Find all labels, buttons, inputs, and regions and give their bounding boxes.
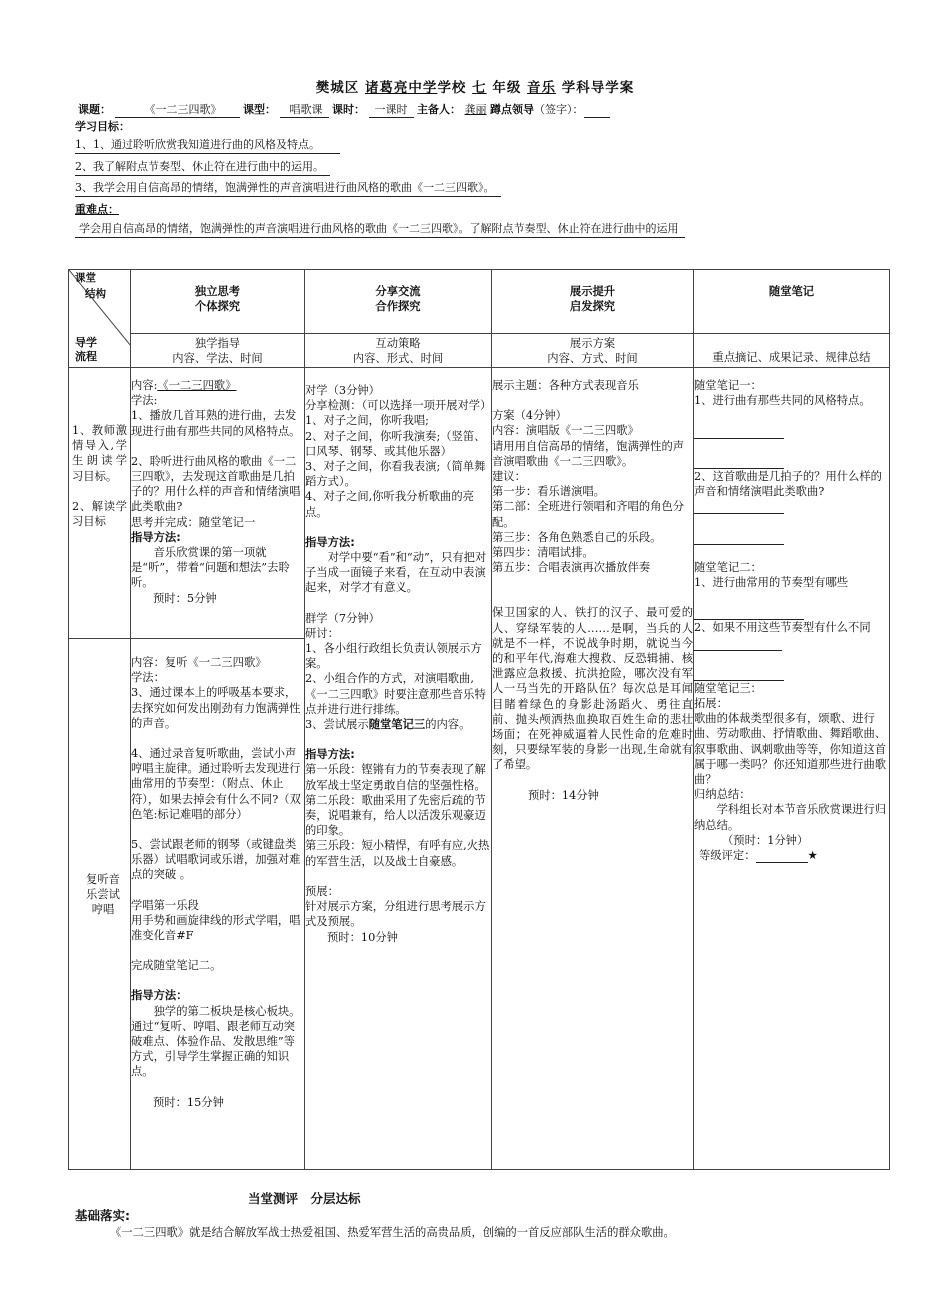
star-icon: ★	[807, 849, 818, 863]
corner-bottom: 导学 流程	[75, 336, 97, 363]
objective-2: 2、我了解附点节奏型、休止符在进行曲中的运用。	[75, 159, 330, 176]
header-col4: 随堂笔记	[694, 270, 890, 334]
col2-cooperate: 对学（3分钟） 分享检测：（可以选择一项开展对学） 1、对子之间，你听我唱; 2、对子之间，你听我演奏;（竖笛、口风琴、钢琴、或其他乐器） 3、对子之间，你看我表演;（简单舞蹈方式）。 4、对子之间,你听我分析歌曲的亮点。 指导方法: 对学中要“看”和“动”，只有把对子当成一面镜子来看，在互动中表演起来，对学才有意义。 群学（7分钟） 研讨： 1、各小组行政组长负责认领展示方案。 2、小组合作的方式，对演唱歌曲,《一二三四歌》时要注意那些音乐特点并进行进行排练。 3、尝试展示随堂笔记三的内容。 指导方法: 第一乐段：铿锵有力的节奏表现了解放军战士坚定勇敢自信的坚强性格。 第二乐段：歌曲采用了先密后疏的节奏，说唱兼有，给人以活泼乐观豪迈的印象。 第三乐段：短小精悍，有呼有应,火热的军营生活，以及战士自豪感。 预展： 针对展示方案，分组进行思考展示方式及预展。 预时：10分钟	[305, 368, 492, 1170]
type-label: 课型：	[243, 103, 276, 116]
objective-1: 1、1、通过聆听欣赏我知道进行曲的风格及特点。	[75, 137, 340, 154]
district: 樊城区	[315, 80, 360, 96]
basic-text: 《一二三四歌》就是结合解放军战士热爱祖国、热爱军营生活的高贵品质，创编的一首反应部队生活的群众歌曲。	[110, 1226, 675, 1239]
table-corner	[69, 270, 131, 368]
page-title	[0, 76, 950, 96]
answer-blank-4	[694, 532, 784, 545]
keypoints-text: 学会用自信高昂的情绪，饱满弹性的声音演唱进行曲风格的歌曲《一二三四歌》。了解附点节奏型、休止符在进行曲中的运用	[75, 221, 685, 238]
hours-value: 一课时	[369, 101, 414, 118]
col1-row1: 内容:《一二三四歌》 学法: 1、播放几首耳熟的进行曲，去发现进行曲有那些共同的风格特点。 2、聆听进行曲风格的歌曲《一二三四歌》，去发现这首歌曲是几拍子的？用什么样的声音和情绪演唱此类歌曲? 思考并完成：随堂笔记一 指导方法: 音乐欣赏课的第一项就是“听”，带着“问题和想法”去聆听。 预时：5分钟	[131, 368, 305, 639]
school-suffix: 学校	[437, 80, 467, 96]
corner-struct: 结构	[85, 288, 106, 300]
leader-note: （签字）：	[534, 103, 584, 116]
col1-row2: 内容：复听《一二三四歌》 学法： 3、通过课本上的呼吸基本要求，去探究如何发出刚劲有力饱满弹性的声音。 4、通过录音复听歌曲，尝试小声哼唱主旋律。通过聆听去发现进行曲常用的节奏型：（附点、休止符），如果去掉会有什么不同?（双色笔:标记难唱的部分） 5、尝试跟老师的钢琴（或键盘类乐器）试唱歌词或乐谱，加强对难点的突破 。 学唱第一乐段 用手势和画旋律线的形式学唱，唱准变化音#F 完成随堂笔记二。 指导方法： 独学的第二板块是核心板块。通过“复听、哼唱、跟老师互动突破难点、体验作品、发散思维”等方式，引导学生掌握正确的知识点。 预时：15分钟	[131, 639, 305, 1170]
header-col2: 分享交流 合作探究	[305, 270, 492, 334]
basic-label: 基础落实:	[75, 1208, 130, 1223]
topic-value: 《一二三四歌》	[115, 101, 240, 118]
preparer-value: 龚丽	[464, 103, 487, 116]
answer-blank-7	[694, 668, 784, 681]
signature-blank	[584, 105, 610, 118]
hours-label: 课时：	[332, 103, 365, 116]
subheader-col1: 独学指导 内容、学法、时间	[131, 334, 305, 368]
row2-label: 复听音乐尝试哼唱	[69, 639, 131, 1170]
assessment-title: 当堂测评 分层达标	[248, 1191, 361, 1206]
guide-table	[68, 269, 890, 1170]
topic-label: 课题：	[78, 103, 111, 116]
objectives-label: 学习目标：	[75, 120, 130, 133]
grade-suffix: 年级	[492, 80, 522, 96]
answer-blank-5	[694, 607, 804, 620]
subject: 音乐	[527, 80, 557, 96]
header-col3: 展示提升 启发探究	[492, 270, 694, 334]
grade: 七	[472, 80, 487, 96]
row1-label: 1、教师激情导入,学生朗读学习目标。 2、解读学习目标	[69, 368, 131, 639]
keypoints-label: 重难点：	[75, 203, 119, 216]
subheader-col4: 重点摘记、成果记录、规律总结	[694, 334, 890, 368]
col3-showcase: 展示主题：各种方式表现音乐 方案（4分钟） 内容：演唱版《一二三四歌》 请用用自信高昂的情绪，饱满弹性的声音演唱歌曲《一二三四歌》。 建议： 第一步：看乐谱演唱。 第二部：全班进行领唱和齐唱的角色分配。 第三步：各角色熟悉自己的乐段。 第四步：清唱试排。 第五步：合唱表演再次播放伴奏 保卫国家的人、铁打的汉子、最可爱的人、穿绿军装的人……是啊，当兵的人就是不一样，不说战争时期，就说当今的和平年代,海难大搜救、反恐辑捕、核泄露应急救援、抗洪抢险，哪次没有军人一马当先的开路队伍？每次总是耳闻目睹着绿色的身影赴汤蹈火、勇往直前、抛头颅洒热血换取百姓生命的悲壮场面；在死神威逼着人民性命的危难时刻，只要绿军装的身影一出现,生命就有了希望。 预时：14分钟	[492, 368, 694, 1170]
subject-suffix: 学科导学案	[561, 80, 635, 96]
grade-blank	[756, 850, 808, 863]
col4-notes: 随堂笔记一： 1、进行曲有那些共同的风格特点。 2、这首歌曲是几拍子的？用什么样的声音和情绪演唱此类歌曲? 随堂笔记二： 1、进行曲常用的节奏型有哪些 2、如果不用这些节奏型有什么不同 随堂笔记三： 拓展： 歌曲的体裁类型很多有，颂歌、进行曲、劳动歌曲、抒情歌曲、舞蹈歌曲、叙事歌曲、讽刺歌曲等等，你知道这首属于哪一类吗？你还知道那些进行曲歌曲？ 归纳总结： 学科组长对本节音乐欣赏课进行归纳总结。 （预时：1分钟） 等级评定： ★	[694, 368, 890, 1170]
leader-label: 蹲点领导	[490, 103, 534, 116]
header-col1: 独立思考 个体探究	[131, 270, 305, 334]
answer-blank-1	[694, 426, 784, 439]
answer-blank-6	[694, 638, 782, 651]
subheader-col3: 展示方案 内容、方式、时间	[492, 334, 694, 368]
lesson-info	[78, 101, 938, 118]
preparer-label: 主备人：	[417, 103, 461, 116]
objective-3: 3、我学会用自信高昂的情绪，饱满弹性的声音演唱进行曲风格的歌曲《一二三四歌》。	[75, 180, 501, 197]
type-value: 唱歌课	[280, 101, 329, 118]
answer-blank-2	[694, 456, 784, 469]
corner-top: 课堂	[75, 272, 96, 284]
subheader-col2: 互动策略 内容、形式、时间	[305, 334, 492, 368]
school-name: 诸葛亮中学	[364, 80, 438, 96]
answer-blank-3	[694, 501, 784, 514]
